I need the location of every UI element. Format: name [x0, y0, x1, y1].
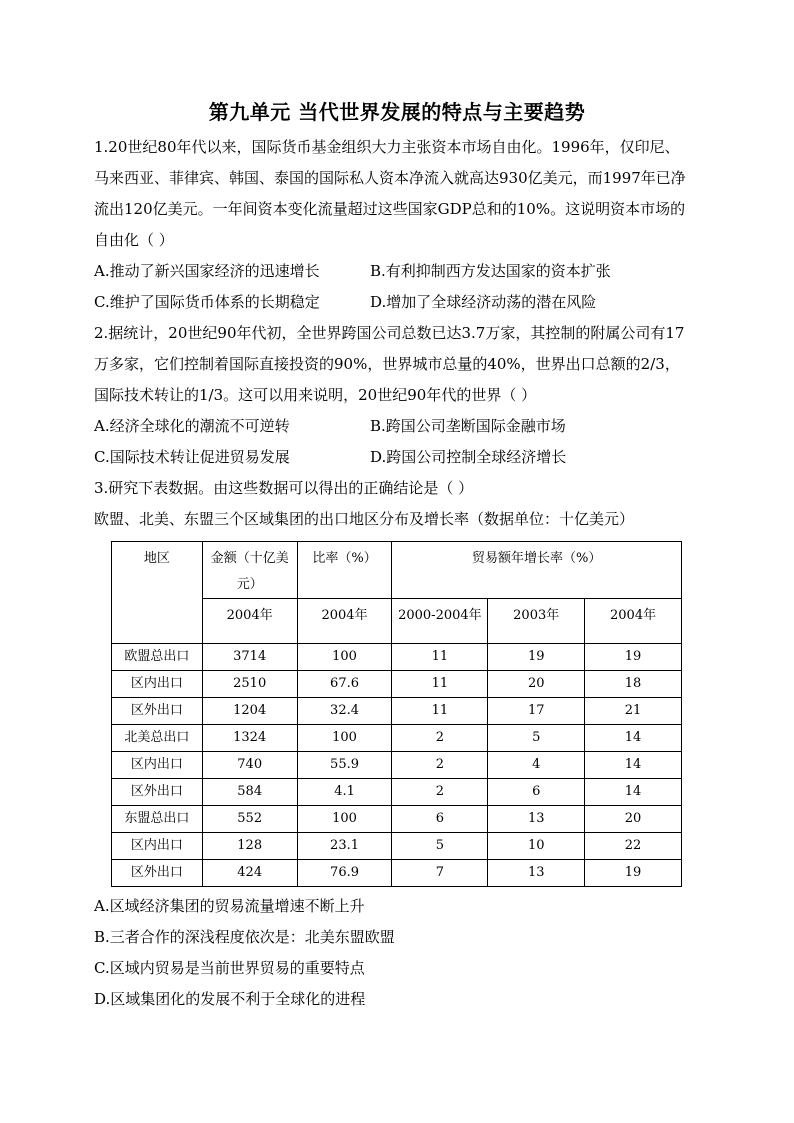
table-cell: 13	[488, 860, 585, 887]
table-cell: 19	[585, 644, 682, 671]
table-row	[112, 644, 682, 671]
subheader-cell: 2004年	[585, 599, 682, 644]
question-1-option-d: D.增加了全球经济动荡的潜在风险	[370, 293, 597, 311]
table-cell: 17	[488, 698, 585, 725]
table-row	[112, 725, 682, 752]
subheader-cell: 2000-2004年	[392, 599, 488, 644]
table-cell: 100	[297, 806, 392, 833]
question-2-options-row-1	[94, 411, 692, 442]
question-1-options-row-1	[94, 256, 692, 287]
question-2-options-row-2	[94, 442, 692, 473]
question-2-stem: 2.据统计，20世纪90年代初，全世界跨国公司总数已达3.7万家，其控制的附属公司有17万多家，它们控制着国际直接投资的90%，世界城市总量的40%，世界出口总额的2/3，国际技术转让的1/3。这可以用来说明，20世纪90年代的世界（ ）	[94, 324, 685, 404]
question-2-option-d: D.跨国公司控制全球经济增长	[370, 448, 567, 466]
question-1-option-b: B.有利抑制西方发达国家的资本扩张	[370, 262, 611, 280]
table-cell: 21	[585, 698, 682, 725]
table-row	[112, 860, 682, 887]
table-cell: 13	[488, 806, 585, 833]
row-label: 欧盟总出口	[112, 644, 203, 671]
header-growth: 贸易额年增长率（%）	[392, 542, 682, 599]
row-label: 区内出口	[112, 671, 203, 698]
header-amount: 金额（十亿美元）	[202, 542, 297, 599]
table-cell: 2	[392, 725, 488, 752]
table-cell: 1324	[202, 725, 297, 752]
document-body	[94, 132, 692, 1015]
export-data-table	[111, 541, 682, 887]
table-header-row	[112, 542, 682, 599]
table-cell: 740	[202, 752, 297, 779]
table-cell: 7	[392, 860, 488, 887]
question-3-option-a: A.区域经济集团的贸易流量增速不断上升	[94, 897, 365, 915]
table-cell: 23.1	[297, 833, 392, 860]
table-cell: 6	[392, 806, 488, 833]
table-cell: 2	[392, 752, 488, 779]
table-cell: 11	[392, 671, 488, 698]
subheader-cell: 2003年	[488, 599, 585, 644]
row-label: 东盟总出口	[112, 806, 203, 833]
page-title: 第九单元 当代世界发展的特点与主要趋势	[208, 100, 586, 124]
table-cell: 18	[585, 671, 682, 698]
table-cell: 14	[585, 752, 682, 779]
row-label: 区内出口	[112, 833, 203, 860]
row-label: 区外出口	[112, 860, 203, 887]
table-cell: 14	[585, 725, 682, 752]
table-cell: 4.1	[297, 779, 392, 806]
header-region: 地区	[112, 542, 203, 644]
table-row	[112, 698, 682, 725]
table-cell: 2	[392, 779, 488, 806]
table-cell: 22	[585, 833, 682, 860]
table-cell: 32.4	[297, 698, 392, 725]
table-row	[112, 752, 682, 779]
row-label: 北美总出口	[112, 725, 203, 752]
table-cell: 14	[585, 779, 682, 806]
question-2-option-b: B.跨国公司垄断国际金融市场	[370, 417, 566, 435]
question-1-option-c: C.维护了国际货币体系的长期稳定	[94, 293, 320, 311]
table-row	[112, 779, 682, 806]
question-2-option-a: A.经济全球化的潮流不可逆转	[94, 417, 290, 435]
table-cell: 67.6	[297, 671, 392, 698]
question-1-stem: 1.20世纪80年代以来，国际货币基金组织大力主张资本市场自由化。1996年，仅印尼、马来西亚、菲律宾、韩国、泰国的国际私人资本净流入就高达930亿美元，而1997年已净流出120亿美元。一年间资本变化流量超过这些国家GDP总和的10%。这说明资本市场的自由化（ ）	[94, 138, 686, 249]
question-1-options-row-2	[94, 287, 692, 318]
table-cell: 11	[392, 644, 488, 671]
table-cell: 6	[488, 779, 585, 806]
question-3-option-d: D.区域集团化的发展不利于全球化的进程	[94, 990, 366, 1008]
table-cell: 4	[488, 752, 585, 779]
header-ratio: 比率（%）	[297, 542, 392, 599]
table-cell: 1204	[202, 698, 297, 725]
table-cell: 100	[297, 644, 392, 671]
table-cell: 19	[585, 860, 682, 887]
question-1-option-a: A.推动了新兴国家经济的迅速增长	[94, 262, 320, 280]
table-cell: 55.9	[297, 752, 392, 779]
row-label: 区内出口	[112, 752, 203, 779]
question-2-option-c: C.国际技术转让促进贸易发展	[94, 448, 290, 466]
table-cell: 128	[202, 833, 297, 860]
table-cell: 100	[297, 725, 392, 752]
table-cell: 5	[392, 833, 488, 860]
table-cell: 552	[202, 806, 297, 833]
table-cell: 19	[488, 644, 585, 671]
table-cell: 5	[488, 725, 585, 752]
question-3-option-b: B.三者合作的深浅程度依次是：北美东盟欧盟	[94, 928, 395, 946]
table-caption: 欧盟、北美、东盟三个区域集团的出口地区分布及增长率（数据单位：十亿美元）	[94, 510, 635, 528]
table-cell: 3714	[202, 644, 297, 671]
question-3-option-c: C.区域内贸易是当前世界贸易的重要特点	[94, 959, 365, 977]
table-cell: 76.9	[297, 860, 392, 887]
table-cell: 2510	[202, 671, 297, 698]
table-row	[112, 671, 682, 698]
subheader-cell: 2004年	[202, 599, 297, 644]
table-cell: 10	[488, 833, 585, 860]
table-cell: 584	[202, 779, 297, 806]
table-cell: 11	[392, 698, 488, 725]
table-row	[112, 806, 682, 833]
question-3-stem: 3.研究下表数据。由这些数据可以得出的正确结论是（ ）	[94, 479, 474, 497]
table-cell: 20	[488, 671, 585, 698]
row-label: 区外出口	[112, 698, 203, 725]
table-cell: 424	[202, 860, 297, 887]
row-label: 区外出口	[112, 779, 203, 806]
table-cell: 20	[585, 806, 682, 833]
subheader-cell: 2004年	[297, 599, 392, 644]
table-row	[112, 833, 682, 860]
